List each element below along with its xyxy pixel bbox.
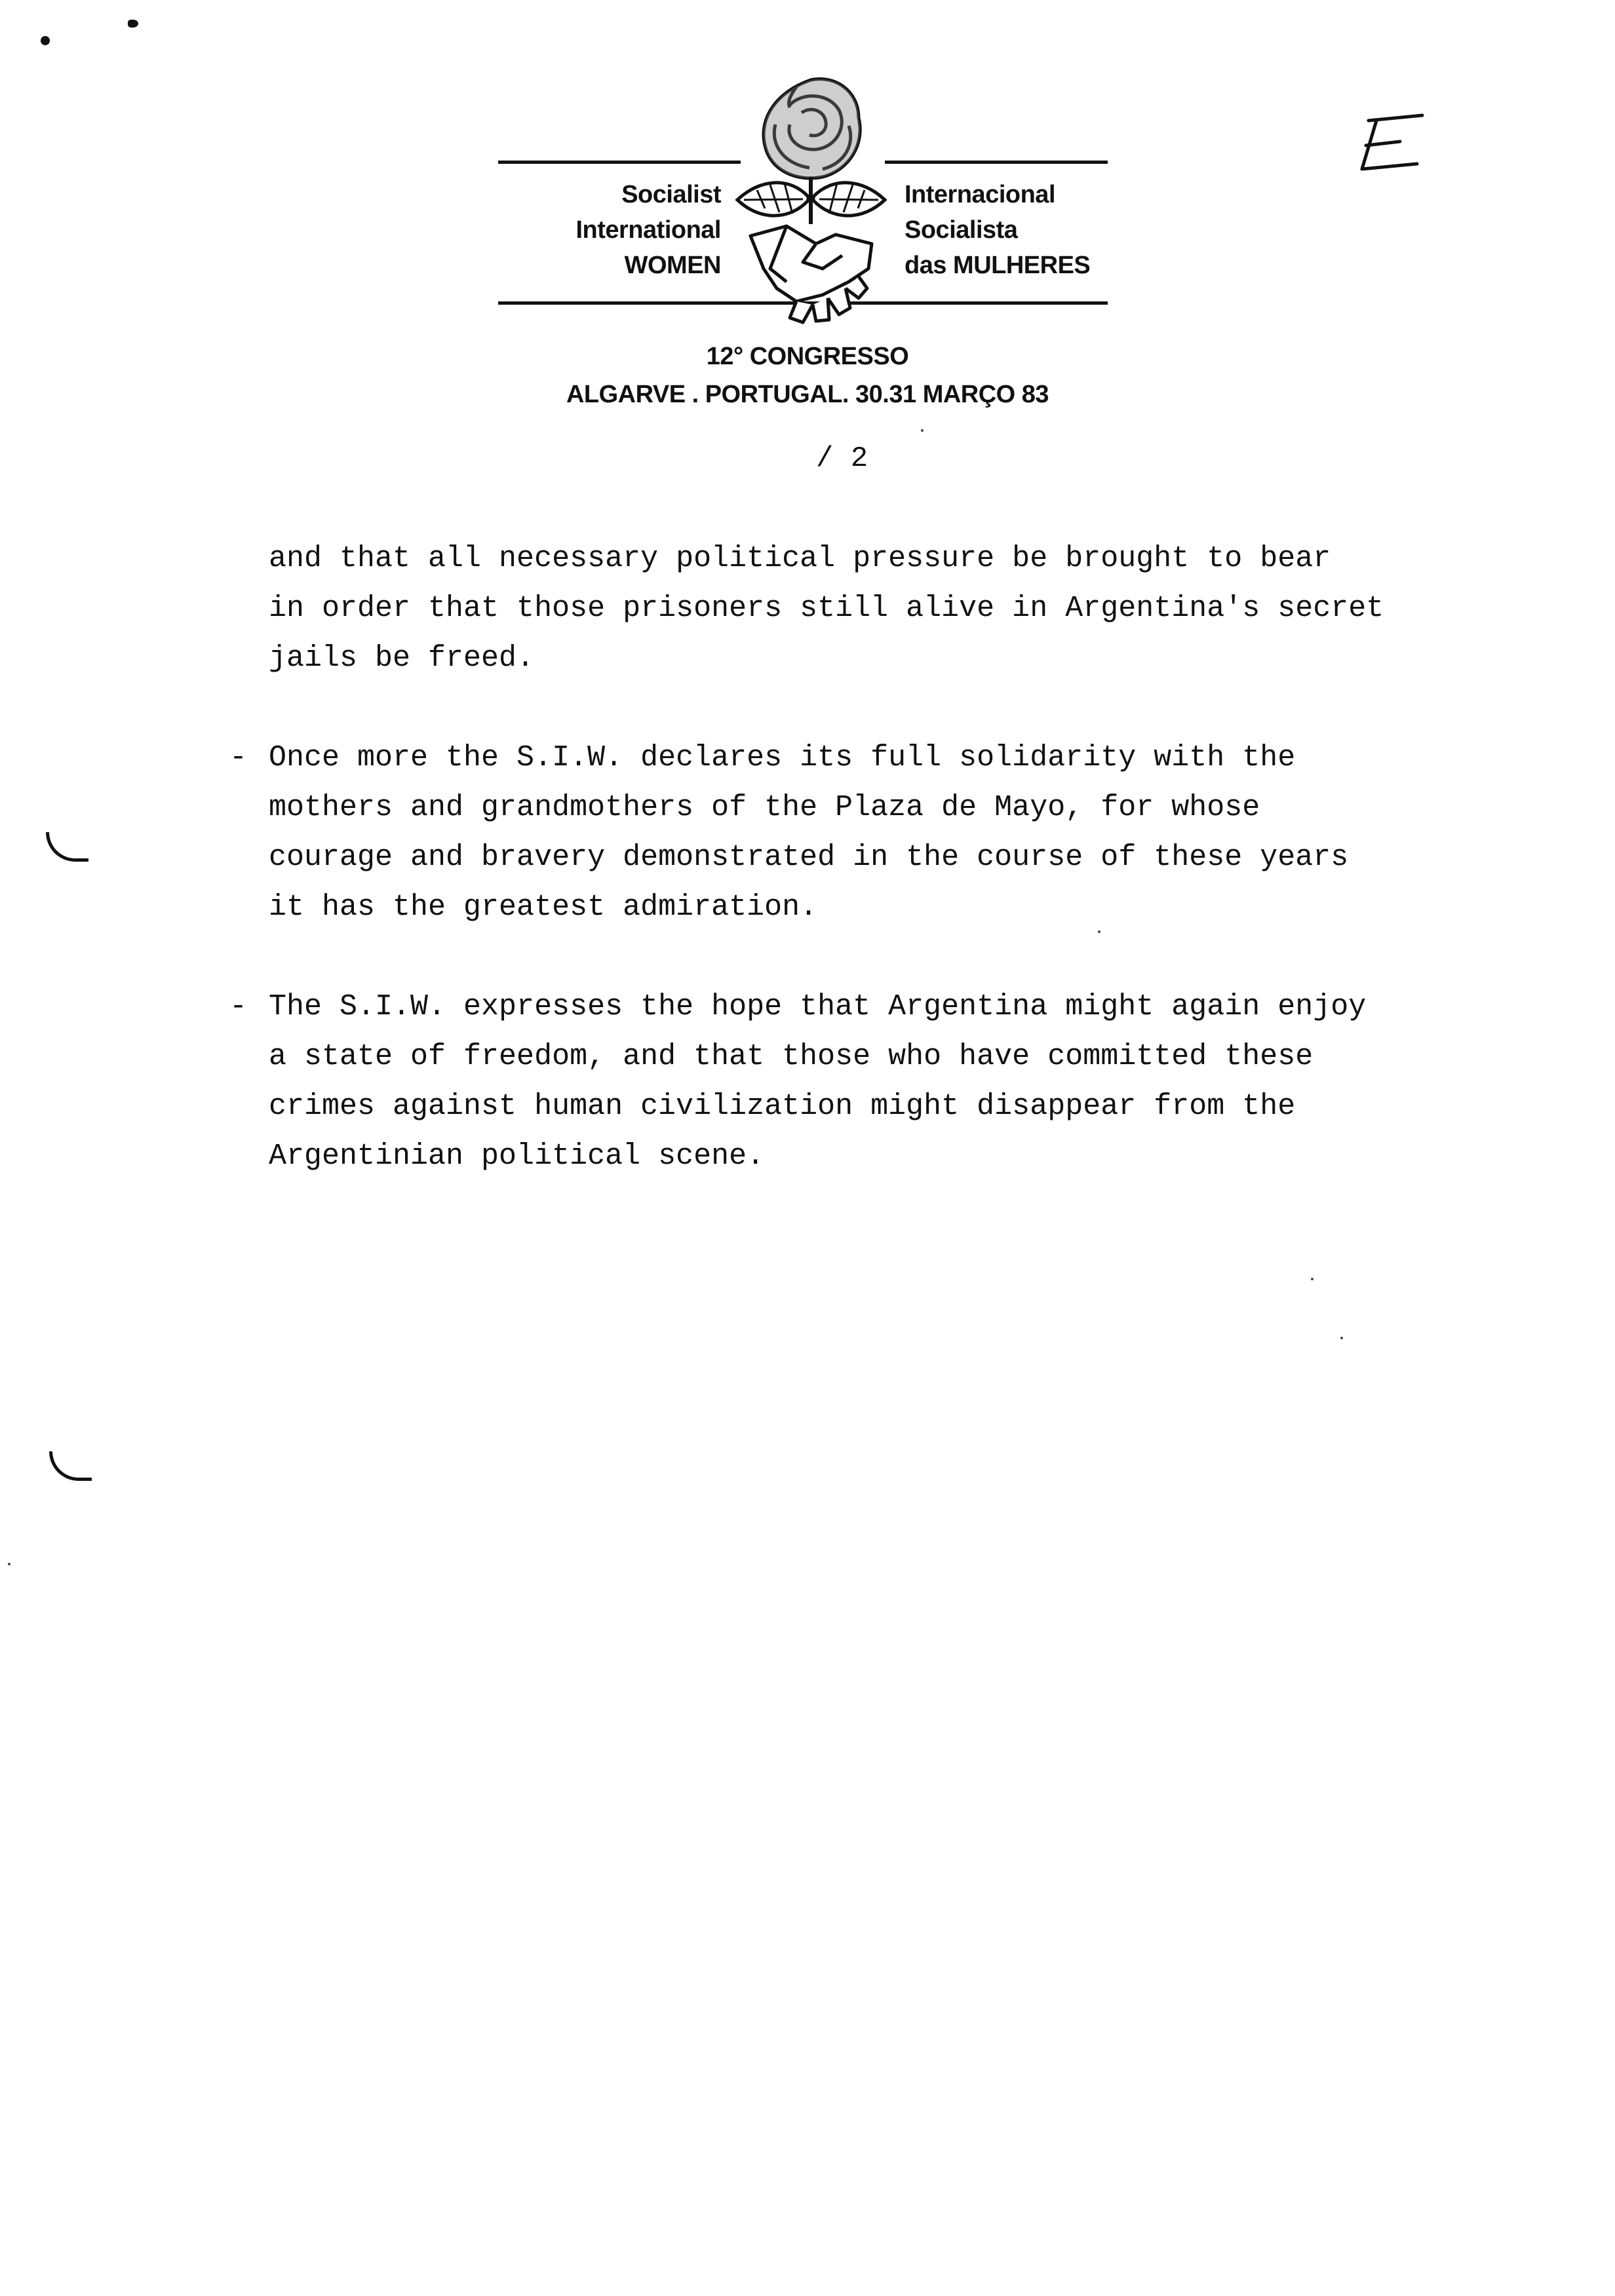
congress-title: 12° CONGRESSO [706,343,909,370]
punch-hole-mark [49,1451,92,1481]
paragraph [229,982,1514,1181]
page-number: / 2 [816,442,868,475]
text-line: it has the greatest admiration. [269,890,818,924]
text-line: jails be freed. [269,641,535,675]
org-name-line: Internacional [905,181,1055,208]
text-line: a state of freedom, and that those who have committed these [269,1040,1313,1073]
bullet-dash: - [229,990,248,1024]
congress-location-date: ALGARVE . PORTUGAL. 30.31 MARÇO 83 [566,381,1049,408]
ink-dot [128,20,138,28]
org-name-line: Socialist [621,181,721,208]
bullet-dash: - [229,741,248,775]
paragraph [269,534,1514,683]
org-name-portuguese [905,177,1090,283]
text-line: crimes against human civilization might disappear from the [269,1090,1296,1123]
text-line: and that all necessary political pressure be brought to bear [269,542,1331,575]
org-name-line: das MULHERES [905,252,1091,279]
text-line: mothers and grandmothers of the Plaza de Mayo, for whose [269,791,1260,824]
handwritten-mark-icon [1357,111,1429,177]
rose-handshake-emblem-icon [724,72,898,328]
letterhead [498,72,1108,328]
org-name-line: WOMEN [624,252,721,279]
letterhead-rule [498,161,741,164]
org-name-line: International [575,216,721,244]
text-line: in order that those prisoners still alive in Argentina's secret [269,592,1384,625]
org-name-line: Socialista [905,216,1018,244]
text-line: The S.I.W. expresses the hope that Argentina might again enjoy [269,990,1367,1024]
paragraph [229,733,1514,932]
speck [921,429,924,432]
ink-dot [41,36,50,45]
speck [8,1563,10,1565]
text-line: Once more the S.I.W. declares its full solidarity with the [269,741,1296,775]
speck [1311,1278,1313,1280]
document-body [229,534,1514,1231]
text-line: courage and bravery demonstrated in the course of these years [269,841,1349,874]
punch-hole-mark [46,832,88,862]
speck [1340,1337,1343,1339]
text-line: Argentinian political scene. [269,1139,765,1173]
letterhead-rule [885,161,1108,164]
org-name-english [575,177,721,283]
